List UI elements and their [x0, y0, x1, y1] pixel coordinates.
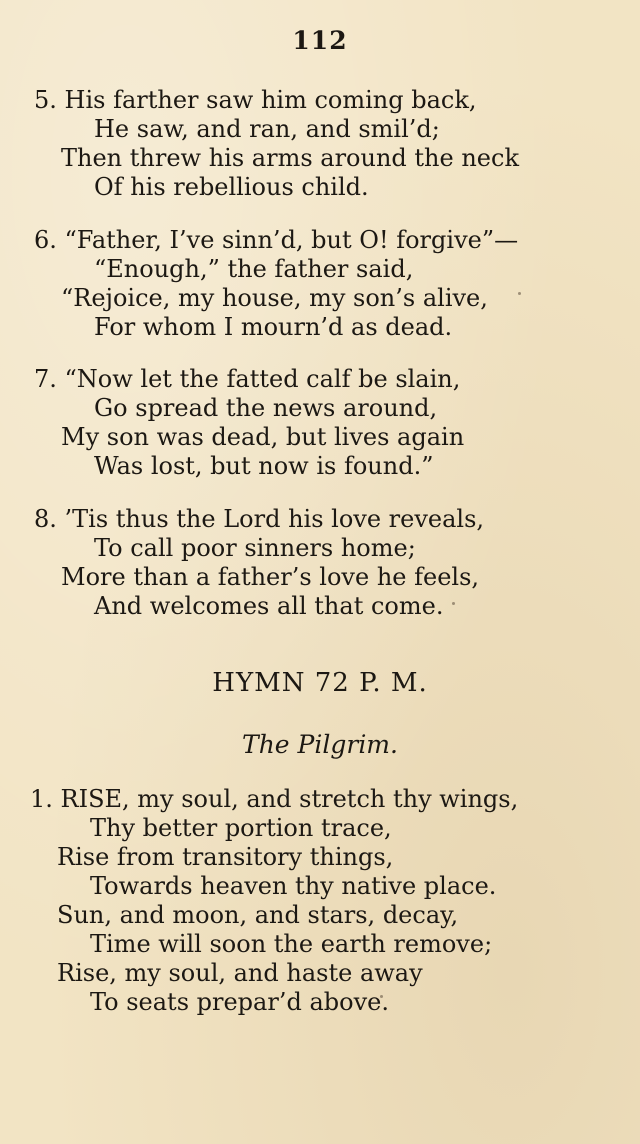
stanza-line: 8. ’Tis thus the Lord his love reveals,: [34, 505, 485, 533]
stanza-line: “Enough,” the father said,: [94, 255, 414, 283]
paper-fleck: [518, 292, 521, 295]
hymn-title: HYMN 72 P. M.: [212, 668, 428, 698]
stanza-line: 6. “Father, I’ve sinn’d, but O! forgive”—: [34, 226, 519, 254]
stanza-line: Towards heaven thy native place.: [90, 872, 497, 900]
stanza-line: “Rejoice, my house, my son’s alive,: [61, 284, 488, 312]
stanza-line: Thy better portion trace,: [90, 814, 392, 842]
stanza-line: To seats prepar’d above.: [90, 988, 389, 1016]
page-number: 112: [292, 26, 348, 55]
stanza-line: Then threw his arms around the neck: [61, 144, 519, 172]
stanza-line: Time will soon the earth remove;: [90, 930, 493, 958]
stanza-line: Sun, and moon, and stars, decay,: [57, 901, 459, 929]
stanza-line: Rise from transitory things,: [57, 843, 394, 871]
stanza-line: He saw, and ran, and smil’d;: [94, 115, 440, 143]
stanza-8: [34, 505, 534, 621]
stanza-line: 5. His farther saw him coming back,: [34, 86, 477, 114]
stanza-line: For whom I mourn’d as dead.: [94, 313, 453, 341]
stanza-line: To call poor sinners home;: [94, 534, 416, 562]
paper-fleck: [380, 995, 383, 998]
stanza-line: Rise, my soul, and haste away: [57, 959, 423, 987]
stanza-line: Of his rebellious child.: [94, 173, 369, 201]
stanza-6: [34, 226, 534, 342]
hymn-stanza-1: [30, 785, 530, 1017]
paper-fleck: [452, 602, 455, 605]
stanza-line: More than a father’s love he feels,: [61, 563, 480, 591]
stanza-line: 1. RISE, my soul, and stretch thy wings,: [30, 785, 519, 813]
hymn-subtitle: The Pilgrim.: [242, 730, 398, 759]
stanza-line: Go spread the news around,: [94, 394, 438, 422]
stanza-line: Was lost, but now is found.”: [94, 452, 434, 480]
stanza-line: And welcomes all that come.: [94, 592, 444, 620]
stanza-5: [34, 86, 534, 202]
stanza-line: 7. “Now let the fatted calf be slain,: [34, 365, 461, 393]
stanza-line: My son was dead, but lives again: [61, 423, 465, 451]
stanza-7: [34, 365, 534, 481]
